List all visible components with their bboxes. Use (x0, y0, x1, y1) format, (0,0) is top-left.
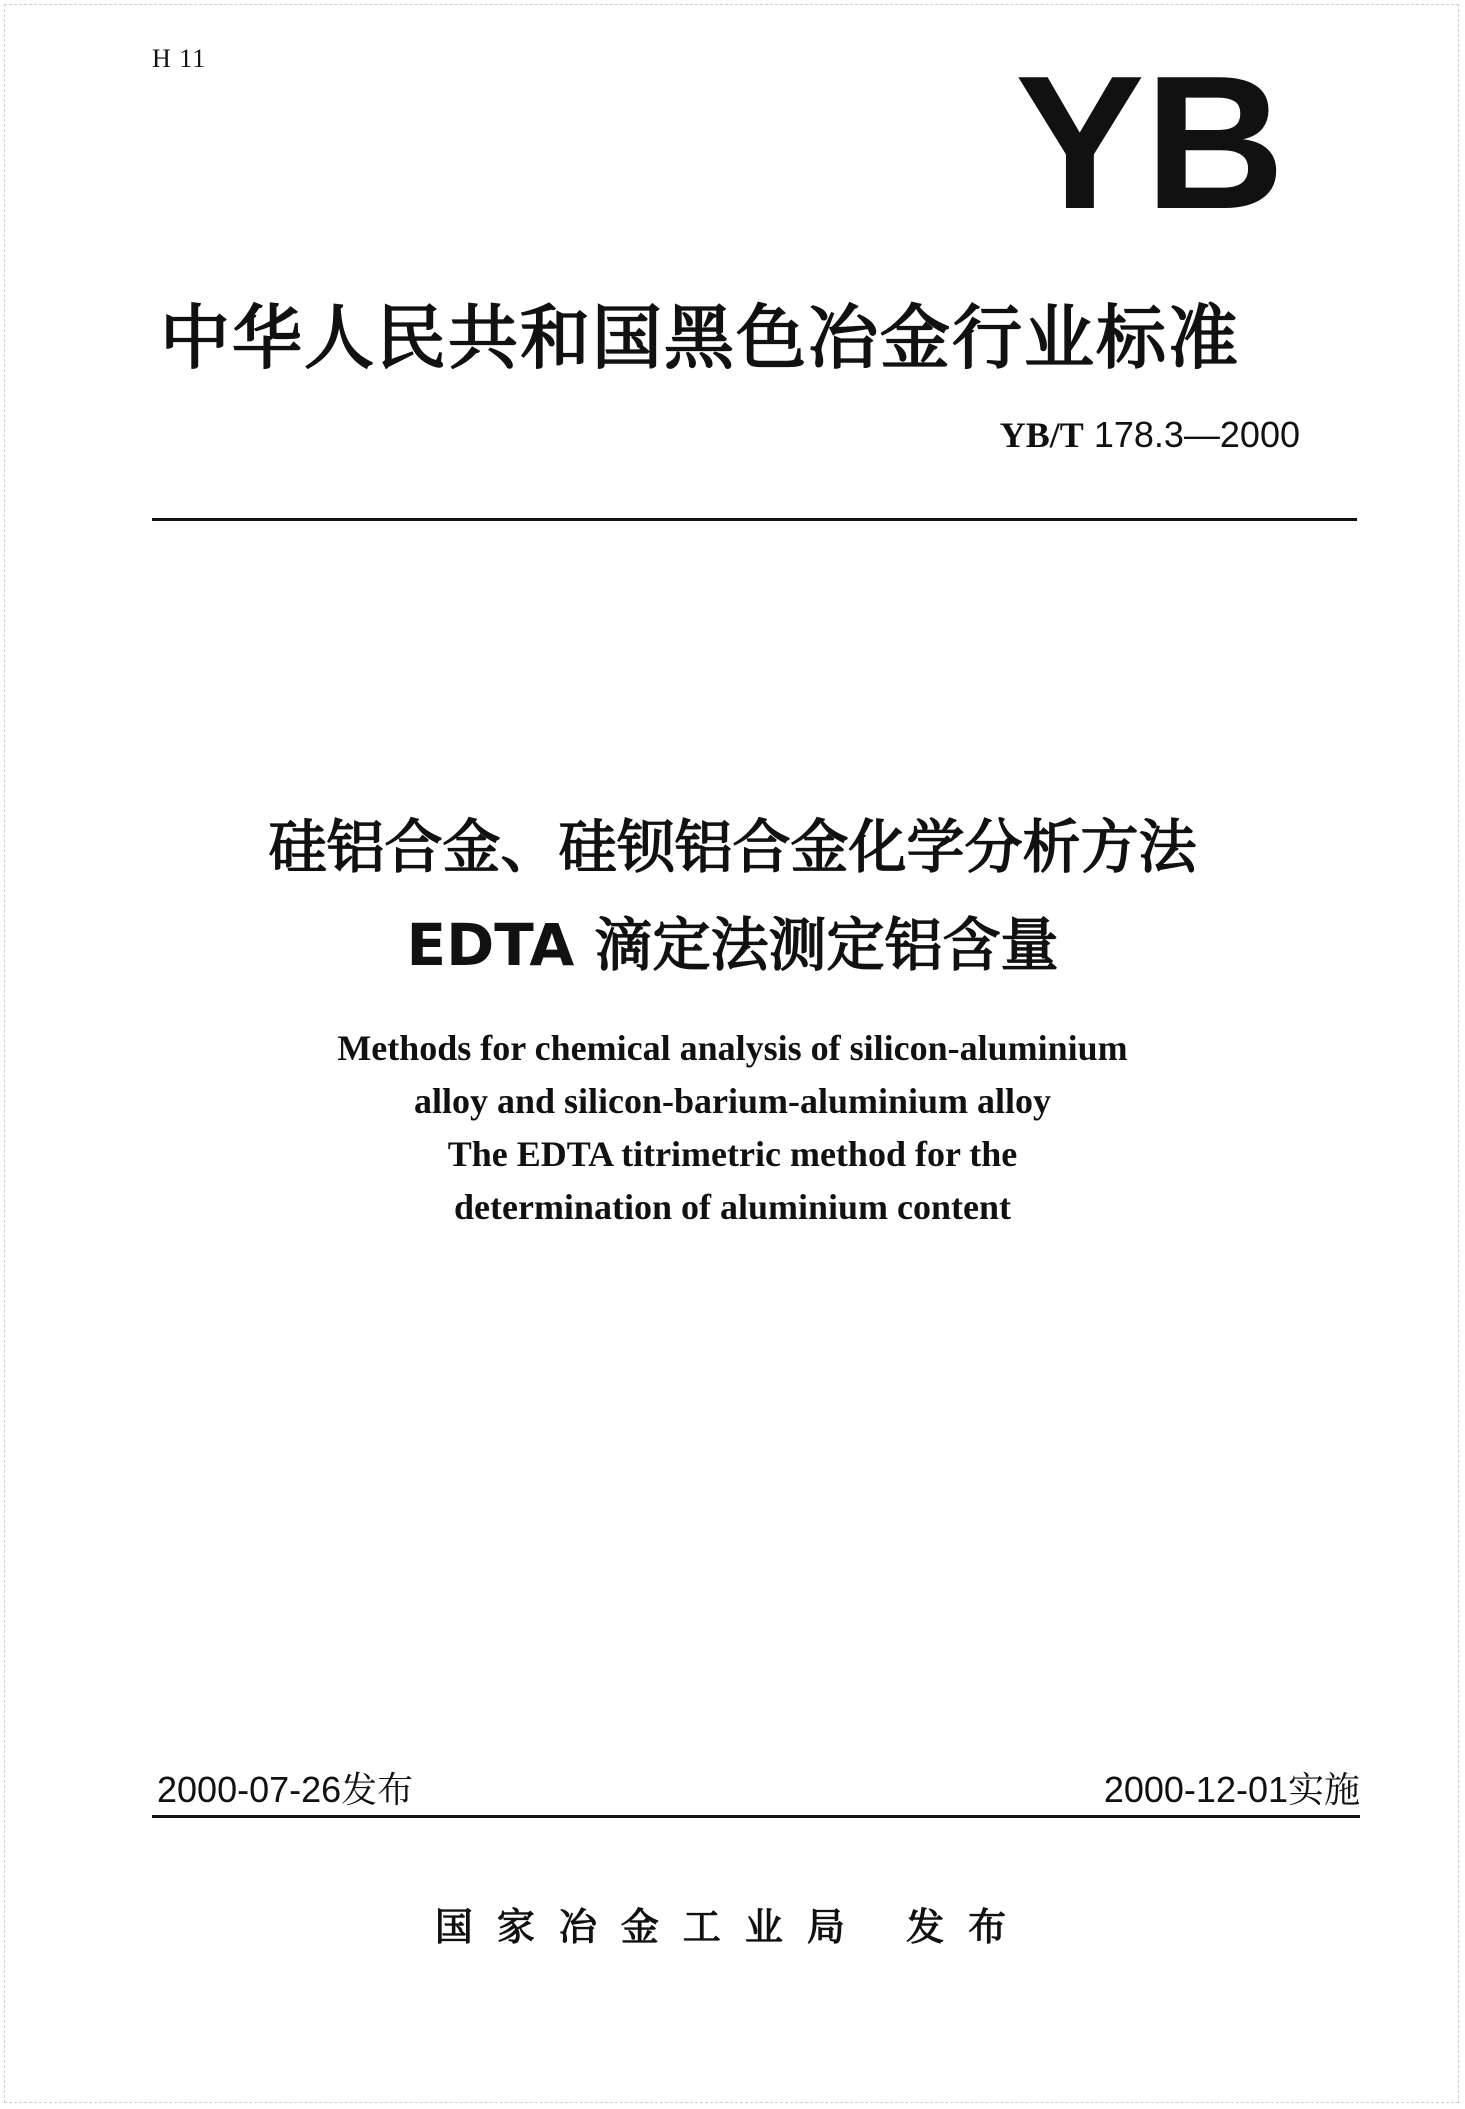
en-title (0, 1022, 1465, 1234)
publisher: 国家冶金工业局 发布 (434, 1905, 1031, 1949)
standard-number-value: 178.3—2000 (1093, 414, 1300, 455)
en-title-line: determination of aluminium content (454, 1187, 1011, 1227)
yb-logo (1010, 60, 1290, 220)
en-title-line: alloy and silicon-barium-aluminium alloy (413, 1081, 1052, 1121)
en-title-line: Methods for chemical analysis of silicon-aluminium (337, 1028, 1128, 1068)
issue-date: 2000-07-26发布 (157, 1769, 414, 1810)
en-title-line: The EDTA titrimetric method for the (447, 1134, 1018, 1174)
classification-code: H 11 (152, 44, 207, 73)
yb-logo-text: YB (1015, 60, 1285, 220)
standard-title: 中华人民共和国黑色冶金行业标准 (160, 297, 1240, 379)
effective-date: 2000-12-01实施 (1103, 1769, 1360, 1810)
standard-number-prefix: YB/T (999, 415, 1084, 455)
cn-title-line-1: 硅铝合金、硅钡铝合金化学分析方法 (268, 813, 1197, 881)
header-divider (152, 518, 1357, 521)
standard-number (1000, 414, 1300, 456)
cn-title-line-2: EDTA 滴定法测定铝含量 (406, 911, 1059, 979)
footer-divider (152, 1815, 1360, 1818)
